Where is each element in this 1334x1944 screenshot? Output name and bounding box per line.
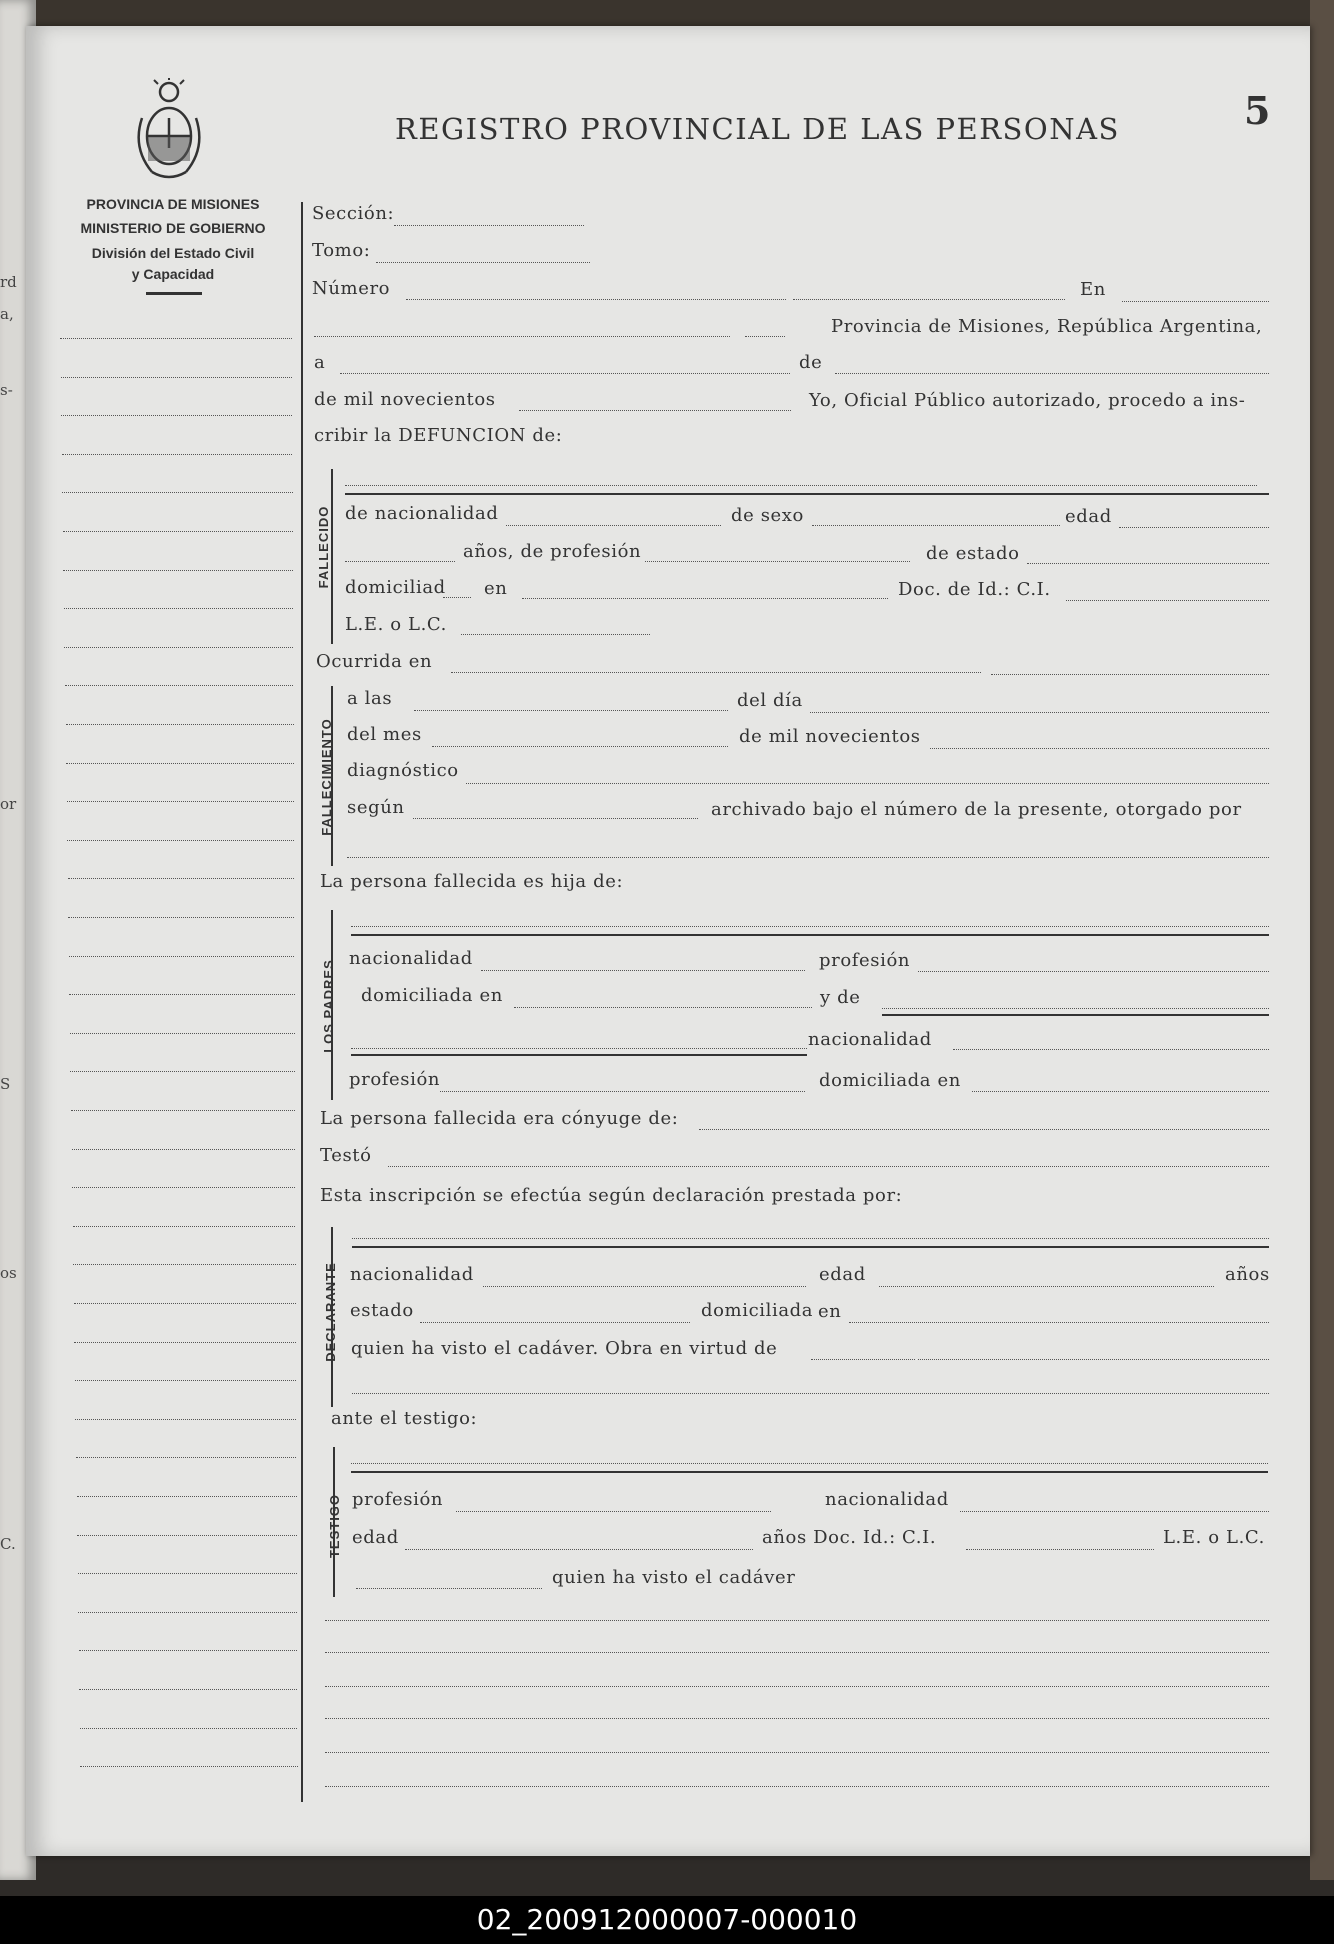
declarante-nacionalidad-field[interactable] [483, 1286, 806, 1287]
padre-profesion-field[interactable] [918, 971, 1269, 972]
margin-note-line[interactable] [60, 338, 292, 339]
y-de-label: y de [820, 987, 861, 1008]
declarante-estado-label: estado [350, 1300, 414, 1321]
de-mil-label: de mil novecientos [314, 389, 496, 410]
margin-note-line[interactable] [69, 994, 294, 995]
notes-line[interactable] [325, 1786, 1269, 1787]
madre-nacionalidad-label: nacionalidad [808, 1029, 932, 1050]
ministry-heading: MINISTERIO DE GOBIERNO [80, 220, 266, 236]
madre-profesion-field[interactable] [440, 1091, 805, 1092]
seccion-field[interactable] [394, 225, 584, 226]
testigo-name-rule [351, 1471, 1268, 1473]
de-mil-novecientos-label: de mil novecientos [739, 726, 921, 747]
padre-name-field[interactable] [351, 926, 1269, 927]
hora-field[interactable] [414, 710, 728, 711]
notes-line[interactable] [325, 1718, 1269, 1719]
declarante-anos-label: años [1225, 1264, 1270, 1285]
margin-note-line[interactable] [66, 763, 294, 764]
notes-line[interactable] [325, 1652, 1269, 1653]
obra-field[interactable] [811, 1359, 915, 1360]
del-mes-label: del mes [347, 724, 422, 745]
margin-note-line[interactable] [79, 1650, 297, 1651]
nacionalidad-label: de nacionalidad [345, 503, 499, 524]
margin-note-line[interactable] [61, 377, 293, 378]
estado-label: de estado [926, 543, 1020, 564]
declarante-section-label: DECLARANTE [323, 1262, 338, 1362]
archivado-text: archivado bajo el número de la presente, otorgado por [711, 799, 1242, 820]
declarante-domicilio-field[interactable] [849, 1322, 1269, 1323]
testigo-section-label: TESTIGO [327, 1493, 342, 1559]
prev-page-fragment: rd [0, 273, 17, 291]
prev-page-fragment: a, [0, 305, 14, 323]
testigo-anos-doc-label: años Doc. Id.: C.I. [762, 1527, 937, 1548]
anos-field[interactable] [345, 561, 455, 562]
page-number: 5 [1244, 88, 1271, 133]
margin-note-line[interactable] [76, 1457, 296, 1458]
fallecido-name-rule [345, 493, 1269, 495]
fallecido-section-label: FALLECIDO [316, 505, 331, 589]
segun-field[interactable] [413, 818, 698, 819]
margin-note-line[interactable] [66, 724, 294, 725]
declarante-nacionalidad-label: nacionalidad [350, 1264, 474, 1285]
margin-note-line[interactable] [79, 1689, 297, 1690]
declarante-edad-field[interactable] [879, 1286, 1214, 1287]
testigo-le-lc-label: L.E. o L.C. [1163, 1527, 1265, 1548]
ante-testigo-label: ante el testigo: [331, 1408, 478, 1429]
declarante-en-label: en [818, 1301, 842, 1322]
margin-note-line[interactable] [63, 570, 293, 571]
prev-page-fragment: s- [0, 381, 13, 399]
sexo-label: de sexo [731, 505, 804, 526]
numero-field-2[interactable] [793, 299, 1065, 300]
doc-label: Doc. de Id.: C.I. [898, 579, 1051, 600]
margin-note-line[interactable] [72, 1149, 296, 1150]
margin-note-line[interactable] [67, 840, 294, 841]
margin-note-line[interactable] [65, 685, 293, 686]
margin-note-line[interactable] [64, 608, 293, 609]
madre-name-field[interactable] [882, 1008, 1269, 1009]
madre-profesion-label: profesión [349, 1069, 441, 1090]
notes-line[interactable] [325, 1620, 1269, 1621]
madre-domicilio-field[interactable] [972, 1091, 1269, 1092]
margin-note-line[interactable] [70, 1071, 294, 1072]
del-dia-label: del día [737, 690, 803, 711]
margin-note-line[interactable] [73, 1264, 295, 1265]
ocurrida-field-2[interactable] [991, 674, 1269, 675]
testigo-ci-field[interactable] [966, 1549, 1154, 1550]
margin-note-line[interactable] [80, 1728, 298, 1729]
cribir-text: cribir la DEFUNCION de: [314, 425, 563, 446]
testigo-extra-field[interactable] [356, 1588, 542, 1589]
fallecimiento-section-label: FALLECIMIENTO [319, 718, 334, 836]
domiciliad-label: domiciliad [345, 577, 446, 598]
margin-note-line[interactable] [68, 878, 294, 879]
profesion-field[interactable] [645, 561, 910, 562]
margin-note-line[interactable] [78, 1573, 297, 1574]
mes-field[interactable] [432, 746, 728, 747]
testigo-quien-text: quien ha visto el cadáver [552, 1567, 796, 1588]
inscripcion-text: Esta inscripción se efectúa según declaración prestada por: [320, 1185, 903, 1206]
year-field[interactable] [519, 410, 791, 411]
coat-of-arms-icon [128, 78, 210, 184]
madre-nacionalidad-field[interactable] [953, 1049, 1269, 1050]
testigo-nacionalidad-label: nacionalidad [825, 1489, 949, 1510]
de-label: de [799, 352, 823, 373]
tomo-label: Tomo: [312, 240, 371, 261]
margin-note-line[interactable] [69, 956, 295, 957]
prev-page-fragment: S [0, 1075, 11, 1093]
ocurrida-field[interactable] [451, 672, 981, 673]
header-underline [146, 292, 202, 295]
margin-note-line[interactable] [73, 1226, 296, 1227]
declarante-name-field[interactable] [352, 1238, 1269, 1239]
margin-note-line[interactable] [71, 1110, 295, 1111]
date-a-field[interactable] [340, 373, 790, 374]
margin-note-line[interactable] [77, 1496, 297, 1497]
margin-note-line[interactable] [80, 1766, 297, 1767]
domicilio-en-label: en [484, 578, 508, 599]
declarante-estado-field[interactable] [420, 1322, 690, 1323]
margin-note-line[interactable] [64, 647, 293, 648]
obra-field-2[interactable] [918, 1359, 1269, 1360]
date-de-field[interactable] [835, 373, 1269, 374]
location-field[interactable] [314, 336, 730, 337]
testigo-nacionalidad-field[interactable] [960, 1511, 1269, 1512]
margin-note-line[interactable] [62, 492, 292, 493]
en-label: En [1080, 279, 1106, 300]
diagnostico-field[interactable] [466, 783, 1269, 784]
testigo-profesion-label: profesión [352, 1489, 444, 1510]
padres-section-label: LOS PADRES [321, 959, 336, 1053]
anio-fallecimiento-field[interactable] [930, 748, 1269, 749]
prev-page-fragment: or [0, 795, 17, 813]
en-field[interactable] [1122, 301, 1269, 302]
obra-field-3[interactable] [352, 1393, 1269, 1394]
margin-note-line[interactable] [70, 1033, 295, 1034]
testigo-name-field[interactable] [351, 1463, 1268, 1464]
diagnostico-label: diagnóstico [347, 760, 459, 781]
testo-field[interactable] [388, 1166, 1269, 1167]
prev-page-fragment: os [0, 1264, 17, 1282]
margin-note-line[interactable] [74, 1303, 296, 1304]
edad-label: edad [1065, 506, 1112, 527]
oficial-text: Yo, Oficial Público autorizado, procedo a ins- [809, 390, 1246, 411]
padre-nacionalidad-label: nacionalidad [349, 948, 473, 969]
page-title: REGISTRO PROVINCIAL DE LAS PERSONAS [395, 112, 1120, 146]
sexo-field[interactable] [812, 525, 1060, 526]
anos-profesion-label: años, de profesión [463, 541, 642, 562]
domiciliad-suffix-field[interactable] [443, 597, 471, 598]
numero-label: Número [312, 278, 391, 299]
ci-field[interactable] [1066, 600, 1269, 601]
le-lc-label: L.E. o L.C. [345, 614, 447, 635]
declarante-domiciliada-label: domiciliada [701, 1300, 814, 1321]
notes-line[interactable] [325, 1686, 1269, 1687]
padre-name-rule [351, 934, 1269, 936]
numero-field[interactable] [406, 299, 786, 300]
otorgado-por-field[interactable] [347, 857, 1269, 858]
book-edge [1310, 0, 1334, 1880]
testo-label: Testó [320, 1145, 372, 1166]
margin-note-line[interactable] [72, 1187, 295, 1188]
a-las-label: a las [347, 688, 393, 709]
margin-note-line[interactable] [75, 1380, 296, 1381]
padre-nacionalidad-field[interactable] [481, 970, 805, 971]
ocurrida-label: Ocurrida en [316, 651, 433, 672]
madre-name-rule-2 [351, 1054, 807, 1056]
padres-intro: La persona fallecida es hija de: [320, 871, 624, 892]
madre-name-rule [882, 1014, 1269, 1016]
margin-note-line[interactable] [63, 531, 293, 532]
madre-name-field-2[interactable] [351, 1048, 807, 1049]
province-heading: PROVINCIA DE MISIONES [86, 196, 260, 212]
a-label: a [314, 352, 326, 373]
desk-background [0, 0, 1334, 26]
madre-domiciliada-label: domiciliada en [819, 1070, 961, 1091]
segun-label: según [347, 797, 405, 818]
dia-field[interactable] [810, 712, 1269, 713]
margin-note-line[interactable] [67, 801, 294, 802]
testigo-profesion-field[interactable] [456, 1511, 771, 1512]
margin-note-line[interactable] [68, 917, 294, 918]
fallecido-name-field[interactable] [345, 485, 1257, 486]
margin-note-line[interactable] [62, 454, 293, 455]
estado-field[interactable] [1027, 563, 1269, 564]
padre-domicilio-field[interactable] [514, 1007, 812, 1008]
tomo-field[interactable] [376, 262, 590, 263]
margin-note-line[interactable] [75, 1419, 296, 1420]
division-line-2: y Capacidad [131, 266, 215, 282]
margin-note-line[interactable] [61, 415, 292, 416]
declarante-quien-text: quien ha visto el cadáver. Obra en virtud de [351, 1338, 778, 1359]
testigo-edad-label: edad [352, 1527, 399, 1548]
padre-domiciliada-label: domiciliada en [361, 985, 503, 1006]
division-line-1: División del Estado Civil [91, 245, 255, 261]
provincia-text: Provincia de Misiones, República Argentina, [831, 316, 1263, 337]
margin-note-line[interactable] [78, 1612, 297, 1613]
notes-line[interactable] [325, 1752, 1269, 1753]
scan-caption: 02_200912000007-000010 [476, 1903, 858, 1936]
declarante-name-rule [352, 1246, 1269, 1248]
domicilio-field[interactable] [522, 598, 888, 599]
location-field-2[interactable] [745, 336, 785, 337]
conyuge-label: La persona fallecida era cónyuge de: [320, 1108, 679, 1129]
seccion-label: Sección: [312, 203, 395, 224]
margin-divider [301, 202, 303, 1802]
prev-page-fragment: C. [0, 1535, 16, 1553]
declarante-edad-label: edad [819, 1264, 866, 1285]
testigo-edad-field[interactable] [405, 1549, 753, 1550]
edad-field[interactable] [1119, 527, 1269, 528]
padre-profesion-label: profesión [819, 950, 911, 971]
nacionalidad-field[interactable] [506, 525, 721, 526]
margin-note-line[interactable] [77, 1535, 297, 1536]
le-lc-field[interactable] [461, 634, 650, 635]
conyuge-field[interactable] [699, 1129, 1269, 1130]
margin-note-line[interactable] [74, 1342, 296, 1343]
